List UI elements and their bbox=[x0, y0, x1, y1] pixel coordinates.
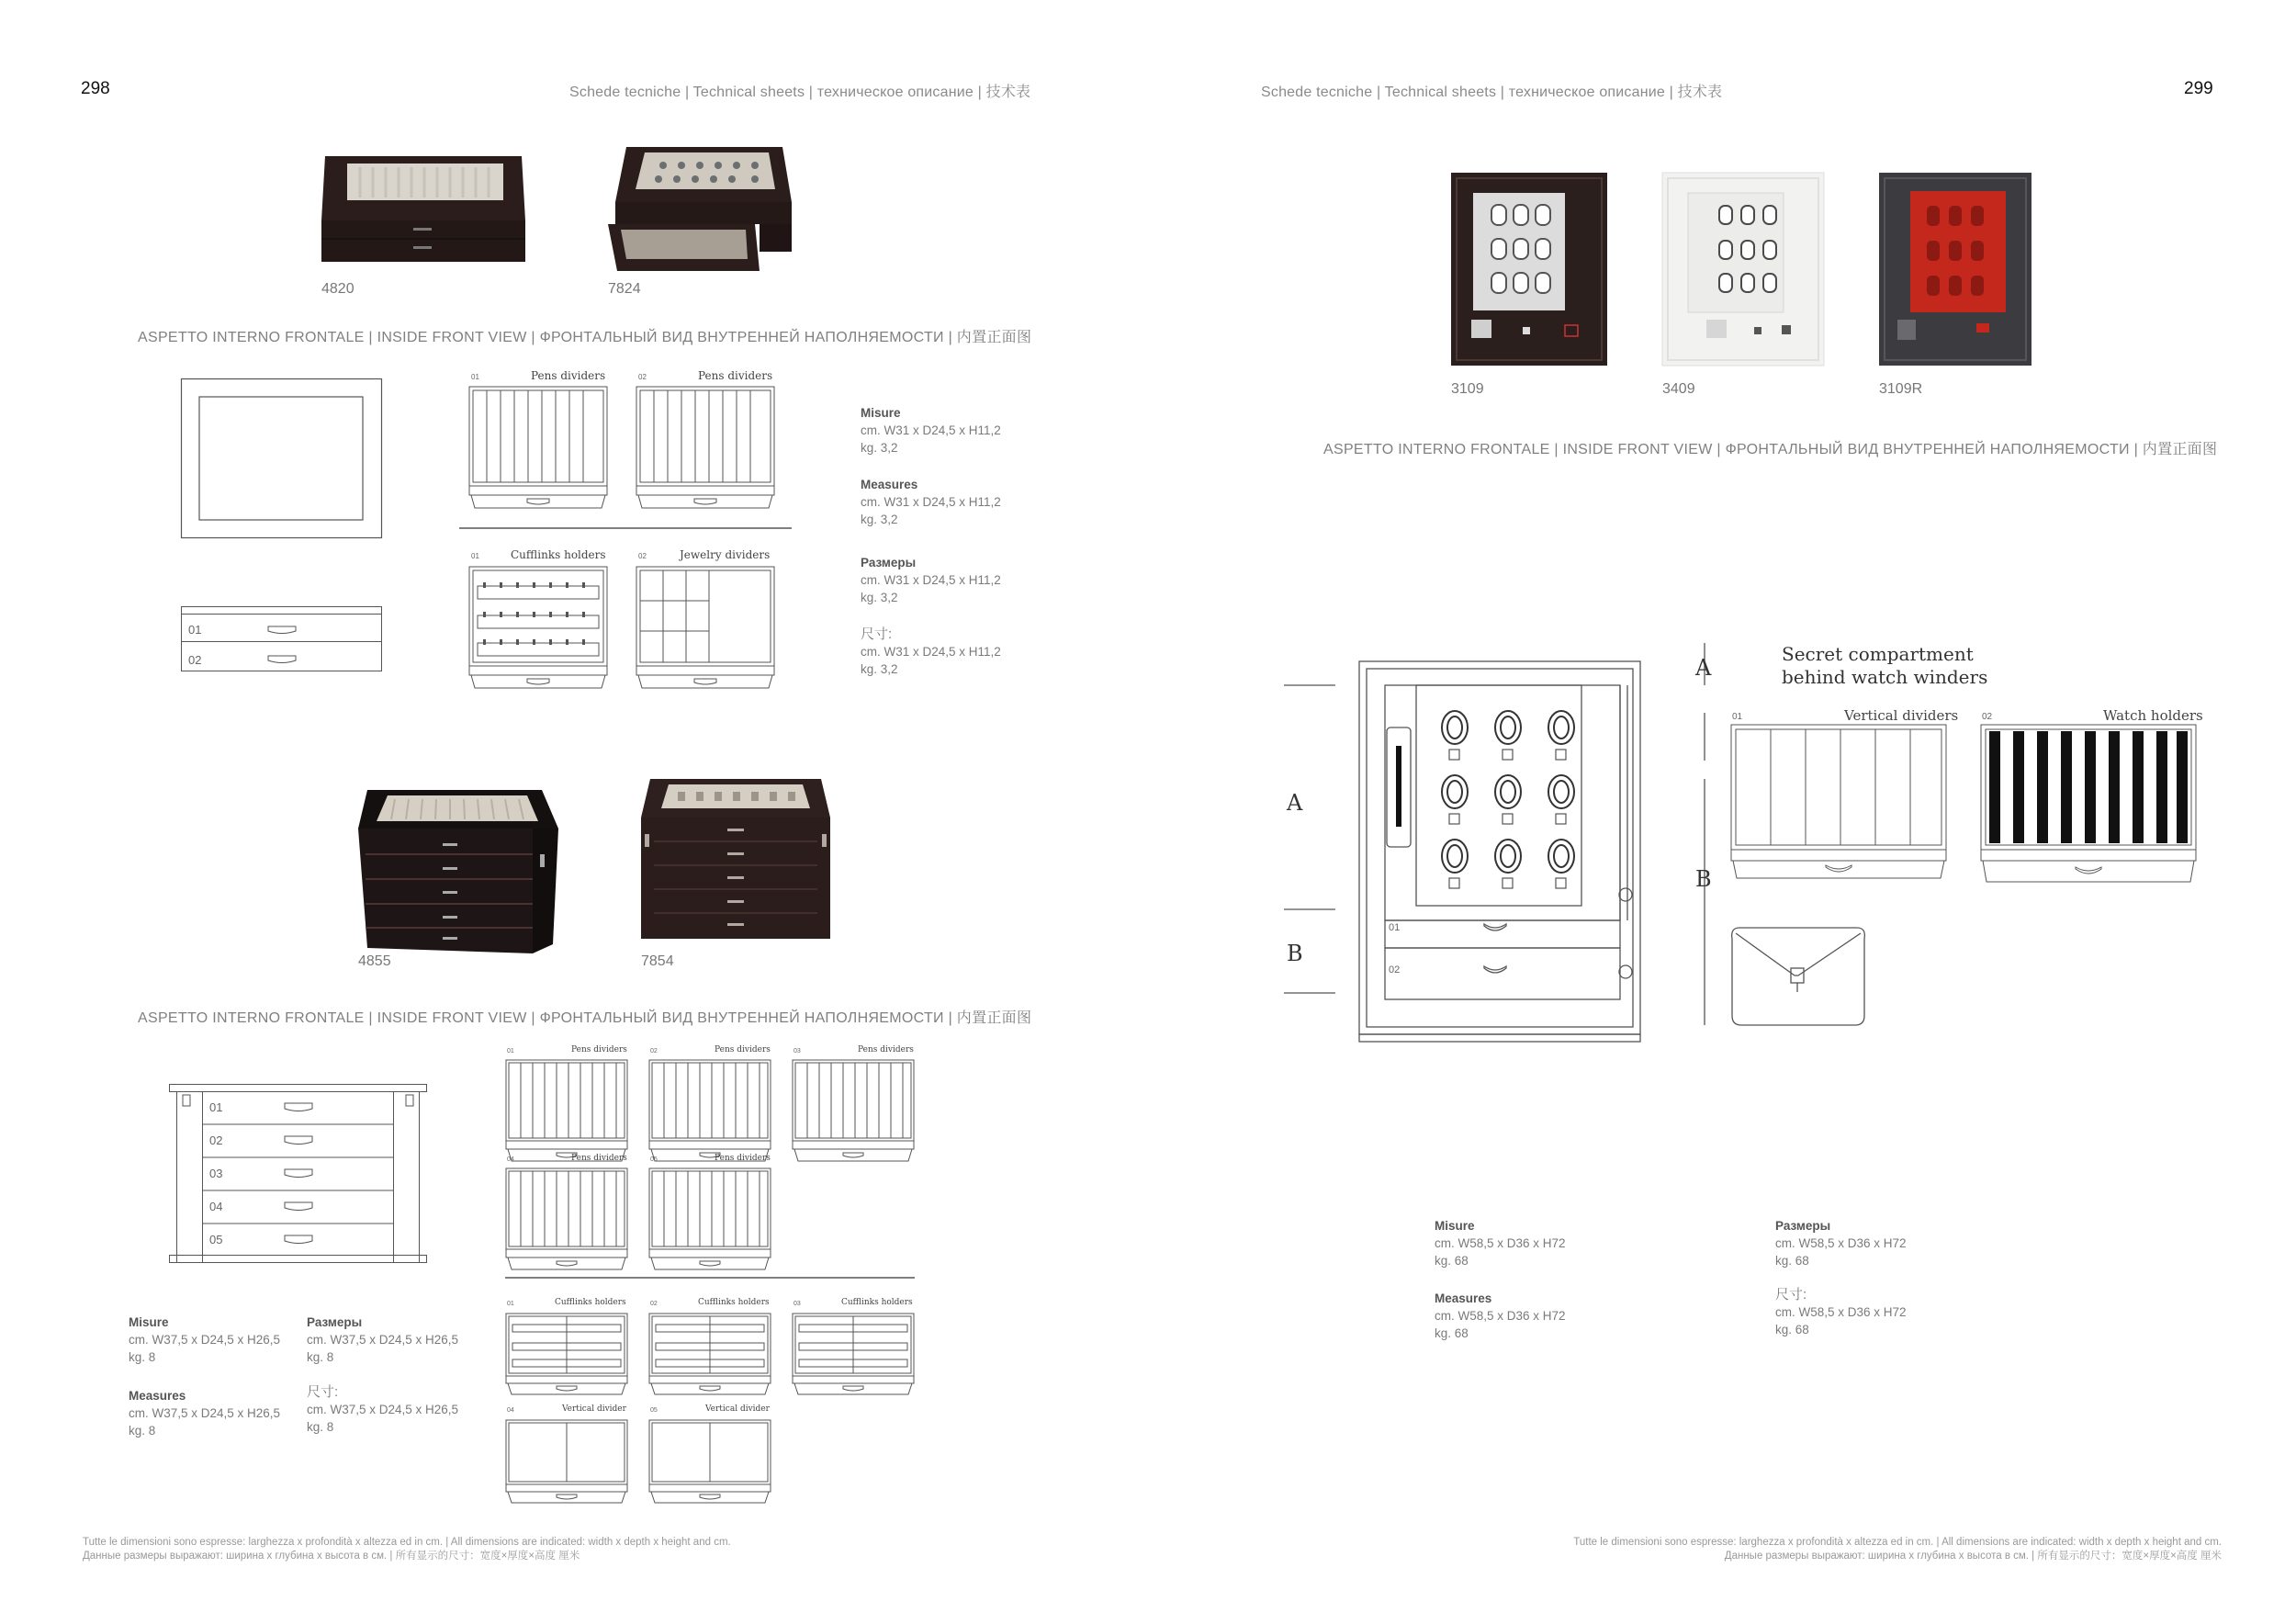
spec-dims: cm. W37,5 x D24,5 x H26,5 bbox=[307, 1403, 459, 1416]
tray-cufflinks-holders bbox=[468, 564, 608, 693]
spec-weight: kg. 3,2 bbox=[861, 441, 898, 455]
winder-drawer-label-01: 01 bbox=[1389, 922, 1401, 933]
footer-note-right bbox=[1573, 1536, 2222, 1563]
product-code-7854: 7854 bbox=[641, 953, 674, 969]
tray-label-a3: Cufflinks holders bbox=[511, 548, 606, 561]
product-code-3109r: 3109R bbox=[1879, 381, 1923, 397]
footer-line-2: Данные размеры выражают: ширина x глубина x высота в см. | 所有显示的尺寸：宽度×厚度×高度 厘米 bbox=[83, 1551, 580, 1562]
product-photo-7854 bbox=[641, 770, 830, 939]
tray-b-label-7: Cufflinks holders bbox=[698, 1298, 770, 1307]
page-number-left: 298 bbox=[81, 79, 110, 98]
page-header-left: Schede tecniche | Technical sheets | техническое описание | 技术表 bbox=[569, 85, 1031, 100]
tray-num-a1: 01 bbox=[471, 373, 479, 381]
drawer-b-label-02: 02 bbox=[209, 1133, 223, 1147]
tray-b-vertical-divider-04 bbox=[505, 1418, 628, 1510]
tray-b-label-2: Pens dividers bbox=[715, 1045, 771, 1054]
footer-note-left bbox=[83, 1536, 731, 1563]
spec-block-b-chinese bbox=[307, 1383, 458, 1436]
product-photo-7824 bbox=[608, 138, 792, 276]
tray-b-vertical-divider-05 bbox=[648, 1418, 771, 1510]
spec-dims: cm. W37,5 x D24,5 x H26,5 bbox=[129, 1333, 281, 1347]
tray-b-pens-05 bbox=[648, 1167, 771, 1275]
page-header-right: Schede tecniche | Technical sheets | техническое описание | 技术表 bbox=[1261, 85, 1723, 100]
tray-right-label-1: Vertical dividers bbox=[1844, 707, 1959, 724]
spec-weight: kg. 68 bbox=[1775, 1254, 1809, 1268]
spec-weight: kg. 8 bbox=[307, 1350, 334, 1364]
spec-label: 尺寸: bbox=[307, 1384, 339, 1400]
tray-b-label-5: Pens dividers bbox=[715, 1154, 771, 1163]
spec-block-b-razmery bbox=[307, 1314, 458, 1366]
footer-line-2: Данные размеры выражают: ширина x глубина x высота в см. | 所有显示的尺寸：宽度×厚度×高度 厘米 bbox=[1724, 1551, 2222, 1562]
tray-pens-dividers-01 bbox=[468, 384, 608, 513]
tray-b-num-5: 05 bbox=[650, 1156, 658, 1163]
tray-b-num-3: 03 bbox=[793, 1048, 801, 1054]
product-photo-4855 bbox=[358, 773, 560, 953]
tray-right-label-2: Watch holders bbox=[2103, 707, 2203, 724]
tray-right-num-1: 01 bbox=[1732, 712, 1743, 722]
spec-label: Misure bbox=[1435, 1219, 1475, 1233]
tray-b-label-6: Cufflinks holders bbox=[555, 1298, 626, 1307]
spec-block-b-measures bbox=[129, 1387, 280, 1439]
product-photo-4820 bbox=[321, 147, 525, 262]
drawing-front-two-drawers bbox=[181, 606, 383, 680]
tray-b-num-6: 01 bbox=[507, 1301, 514, 1307]
spec-dims: cm. W31 x D24,5 x H11,2 bbox=[861, 423, 1001, 437]
tray-b-num-4: 04 bbox=[507, 1156, 514, 1163]
drawer-b-label-01: 01 bbox=[209, 1100, 223, 1114]
tray-b-cufflinks-01 bbox=[505, 1312, 628, 1400]
spec-dims: cm. W31 x D24,5 x H11,2 bbox=[861, 573, 1001, 587]
spec-weight: kg. 3,2 bbox=[861, 662, 898, 676]
spec-weight: kg. 8 bbox=[129, 1424, 156, 1438]
drawing-lid-top-view bbox=[181, 378, 383, 539]
tray-b-label-8: Cufflinks holders bbox=[841, 1298, 913, 1307]
tray-b-pens-01 bbox=[505, 1058, 628, 1167]
spec-block-a-measures bbox=[861, 476, 1001, 528]
tray-b-num-7: 02 bbox=[650, 1301, 658, 1307]
tray-b-pens-02 bbox=[648, 1058, 771, 1167]
tray-b-pens-03 bbox=[792, 1058, 915, 1167]
divider-line-b bbox=[505, 1277, 915, 1280]
tray-jewelry-dividers bbox=[636, 564, 775, 693]
tray-label-a1: Pens dividers bbox=[531, 369, 606, 382]
winder-drawer-label-02: 02 bbox=[1389, 964, 1401, 976]
spec-label: 尺寸: bbox=[861, 626, 893, 642]
tray-b-cufflinks-03 bbox=[792, 1312, 915, 1400]
tray-b-num-9: 04 bbox=[507, 1407, 514, 1414]
tray-b-label-3: Pens dividers bbox=[858, 1045, 914, 1054]
drawing-watch-winder-front bbox=[1284, 643, 1670, 1029]
tray-b-label-4: Pens dividers bbox=[571, 1154, 627, 1163]
tray-b-num-8: 03 bbox=[793, 1301, 801, 1307]
drawing-front-five-drawers bbox=[169, 1084, 428, 1268]
tray-b-pens-04 bbox=[505, 1167, 628, 1275]
spec-label: Misure bbox=[861, 406, 901, 420]
spec-block-a-chinese bbox=[861, 626, 1001, 678]
product-code-3109: 3109 bbox=[1451, 381, 1484, 397]
tray-b-label-9: Vertical divider bbox=[562, 1404, 626, 1414]
spec-dims: cm. W58,5 x D36 x H72 bbox=[1435, 1236, 1566, 1250]
tray-right-num-2: 02 bbox=[1982, 712, 1993, 722]
spec-weight: kg. 3,2 bbox=[861, 513, 898, 526]
spec-label: Misure bbox=[129, 1315, 169, 1329]
tray-pens-dividers-02 bbox=[636, 384, 775, 513]
dim-label-b-left: B bbox=[1287, 941, 1303, 966]
spec-weight: kg. 68 bbox=[1435, 1326, 1469, 1340]
page-number-right: 299 bbox=[2184, 79, 2213, 98]
product-photo-3109 bbox=[1451, 173, 1607, 366]
product-photo-3109r bbox=[1879, 173, 2032, 366]
drawer-b-label-03: 03 bbox=[209, 1167, 223, 1180]
tray-label-a2: Pens dividers bbox=[698, 369, 773, 382]
drawing-secret-pouch bbox=[1730, 919, 1868, 1029]
spec-block-a-razmery bbox=[861, 554, 1001, 606]
tray-b-num-2: 02 bbox=[650, 1048, 658, 1054]
spec-dims: cm. W37,5 x D24,5 x H26,5 bbox=[307, 1333, 459, 1347]
footer-line-1: Tutte le dimensioni sono espresse: larghezza x profondità x altezza ed in cm. | All dimensions are indicated: width x depth x height and cm. bbox=[83, 1537, 731, 1548]
spec-label: Размеры bbox=[307, 1315, 363, 1329]
spec-right-razmery bbox=[1775, 1217, 1907, 1269]
footer-line-1: Tutte le dimensioni sono espresse: larghezza x profondità x altezza ed in cm. | All dimensions are indicated: width x depth x height and cm. bbox=[1573, 1537, 2222, 1548]
secret-compartment-caption bbox=[1782, 643, 1987, 689]
spec-dims: cm. W31 x D24,5 x H11,2 bbox=[861, 495, 1001, 509]
spec-weight: kg. 68 bbox=[1435, 1254, 1469, 1268]
tray-b-label-10: Vertical divider bbox=[705, 1404, 770, 1414]
spec-weight: kg. 68 bbox=[1775, 1323, 1809, 1336]
spec-block-a-misure bbox=[861, 404, 1001, 457]
spec-label: Measures bbox=[861, 478, 918, 491]
divider-line-a bbox=[459, 527, 792, 530]
section-title-inside-front-view-2: ASPETTO INTERNO FRONTALE | INSIDE FRONT VIEW | ФРОНТАЛЬНЫЙ ВИД ВНУТРЕННЕЙ НАПОЛНЯЕМОСТИ | 内置正面图 bbox=[138, 1010, 1032, 1026]
spec-label: Размеры bbox=[861, 556, 917, 570]
spec-weight: kg. 8 bbox=[307, 1420, 334, 1434]
spec-dims: cm. W58,5 x D36 x H72 bbox=[1775, 1236, 1907, 1250]
spec-block-b-misure bbox=[129, 1314, 280, 1366]
tray-watch-holders bbox=[1980, 724, 2197, 889]
spec-label: Размеры bbox=[1775, 1219, 1831, 1233]
section-title-inside-front-view-1: ASPETTO INTERNO FRONTALE | INSIDE FRONT VIEW | ФРОНТАЛЬНЫЙ ВИД ВНУТРЕННЕЙ НАПОЛНЯЕМОСТИ | 内置正面图 bbox=[138, 330, 1032, 345]
tray-b-label-1: Pens dividers bbox=[571, 1045, 627, 1054]
spec-label: Measures bbox=[1435, 1291, 1492, 1305]
secret-caption-line-2: behind watch winders bbox=[1782, 666, 1988, 688]
spec-dims: cm. W37,5 x D24,5 x H26,5 bbox=[129, 1406, 281, 1420]
product-photo-3409 bbox=[1662, 173, 1824, 366]
spec-right-chinese bbox=[1775, 1286, 1907, 1338]
drawer-label-02: 02 bbox=[188, 653, 202, 667]
spec-weight: kg. 8 bbox=[129, 1350, 156, 1364]
dim-label-a-right: A bbox=[1695, 655, 1712, 681]
drawer-b-label-04: 04 bbox=[209, 1200, 223, 1213]
product-code-4820: 4820 bbox=[321, 281, 355, 297]
dim-label-a-left: A bbox=[1287, 790, 1303, 816]
product-code-4855: 4855 bbox=[358, 953, 391, 969]
tray-b-cufflinks-02 bbox=[648, 1312, 771, 1400]
spec-dims: cm. W58,5 x D36 x H72 bbox=[1775, 1305, 1907, 1319]
product-code-7824: 7824 bbox=[608, 281, 641, 297]
tray-b-num-10: 05 bbox=[650, 1407, 658, 1414]
drawer-label-01: 01 bbox=[188, 623, 202, 637]
spec-dims: cm. W58,5 x D36 x H72 bbox=[1435, 1309, 1566, 1323]
spec-weight: kg. 3,2 bbox=[861, 591, 898, 604]
tray-b-num-1: 01 bbox=[507, 1048, 514, 1054]
tray-vertical-dividers bbox=[1730, 724, 1947, 885]
spec-label: 尺寸: bbox=[1775, 1287, 1807, 1303]
tray-num-a3: 01 bbox=[471, 552, 479, 560]
tray-label-a4: Jewelry dividers bbox=[680, 548, 771, 561]
drawer-b-label-05: 05 bbox=[209, 1233, 223, 1246]
spec-right-measures bbox=[1435, 1290, 1566, 1342]
secret-caption-line-1: Secret compartment bbox=[1782, 643, 1974, 665]
product-code-3409: 3409 bbox=[1662, 381, 1695, 397]
dim-label-b-right: B bbox=[1695, 866, 1712, 892]
spec-label: Measures bbox=[129, 1389, 186, 1403]
spec-right-misure bbox=[1435, 1217, 1566, 1269]
section-title-inside-front-view-right: ASPETTO INTERNO FRONTALE | INSIDE FRONT VIEW | ФРОНТАЛЬНЫЙ ВИД ВНУТРЕННЕЙ НАПОЛНЯЕМОСТИ | 内置正面图 bbox=[1323, 442, 2218, 457]
tray-num-a2: 02 bbox=[638, 373, 647, 381]
spec-dims: cm. W31 x D24,5 x H11,2 bbox=[861, 645, 1001, 659]
tray-num-a4: 02 bbox=[638, 552, 647, 560]
